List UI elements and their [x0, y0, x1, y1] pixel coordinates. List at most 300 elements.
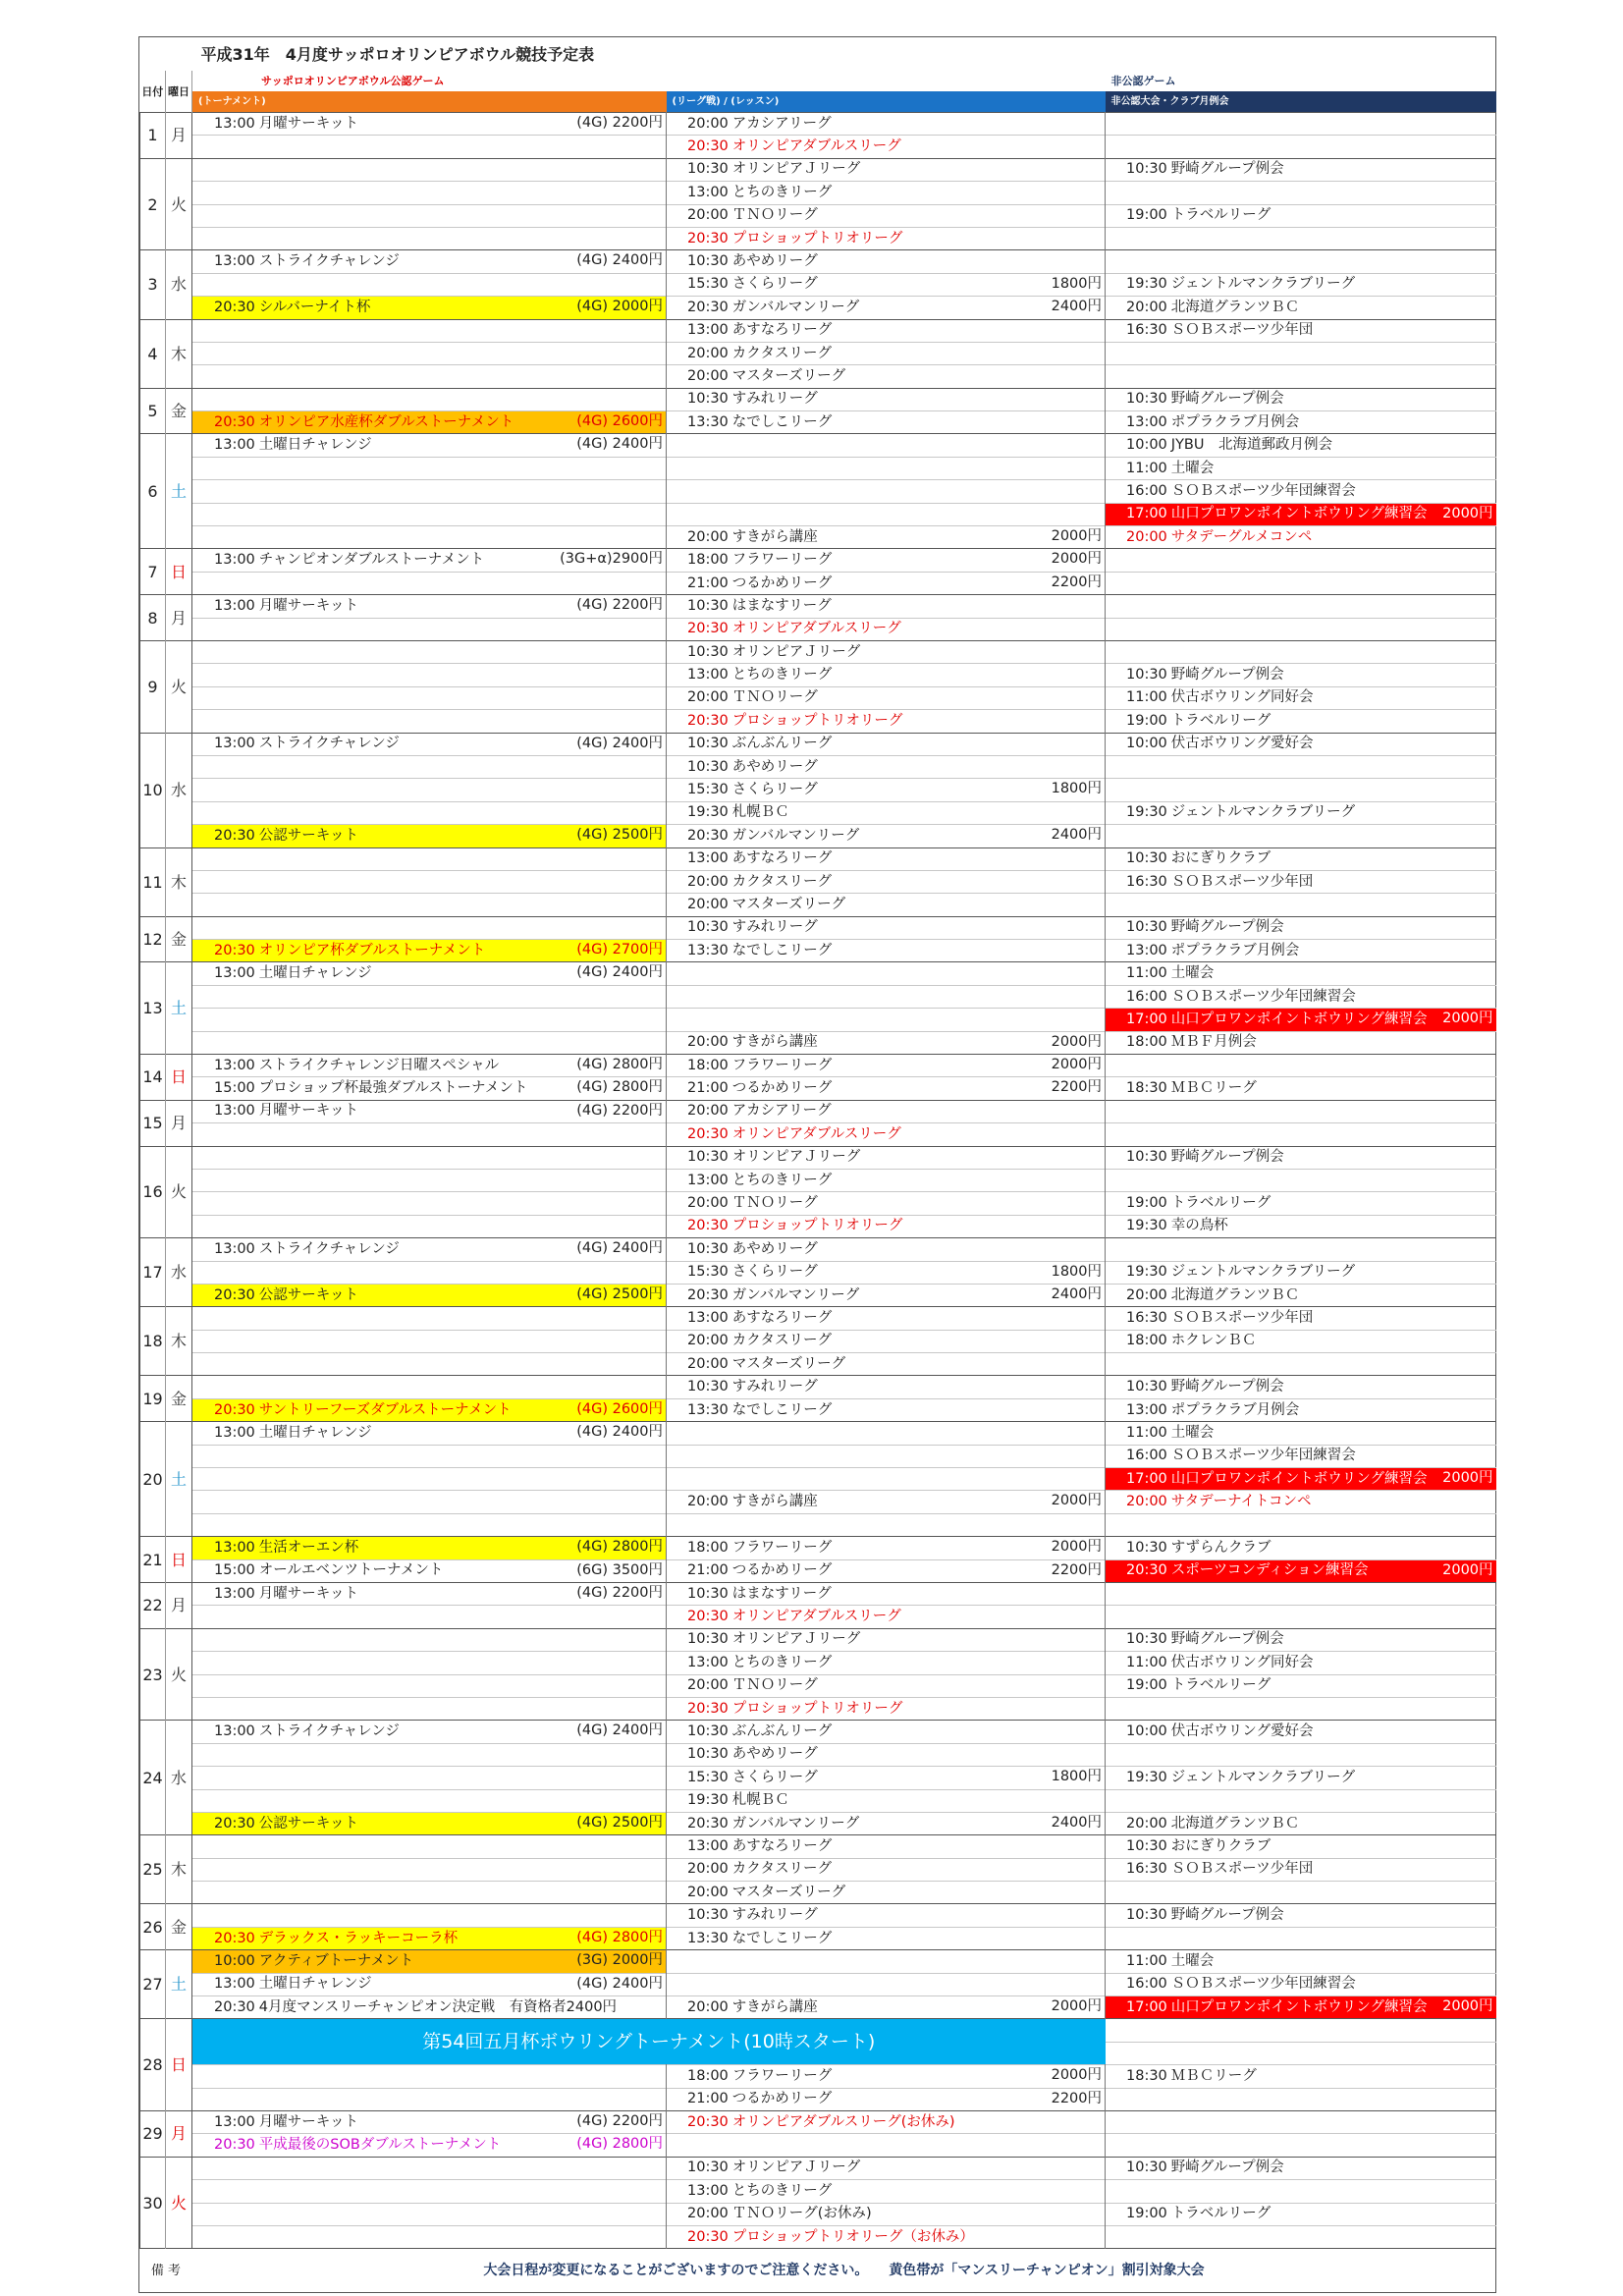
event-name: とちのきリーグ [731, 1172, 833, 1188]
event-name: すきがら講座 [731, 1494, 818, 1510]
event-time: 13:00 [687, 850, 729, 867]
schedule-row [140, 1307, 1496, 1330]
date-cell: 16 [140, 1146, 166, 1238]
event-time: 20:00 [1126, 1286, 1167, 1303]
event-name: 北海道グランツＢＣ [1170, 1815, 1300, 1831]
tournament-cell [192, 916, 667, 939]
tournament-cell [192, 1169, 667, 1191]
league-cell [667, 1284, 1106, 1306]
schedule-row [140, 1812, 1496, 1834]
tournament-banner: 第54回五月杯ボウリングトーナメント(10時スタート) [192, 2019, 1106, 2065]
event-name: ＳＯＢスポーツ少年団練習会 [1170, 988, 1356, 1005]
event-time: 13:30 [687, 942, 729, 958]
event-name: とちのきリーグ [731, 2182, 833, 2199]
event-name: 野崎グループ例会 [1170, 919, 1284, 936]
club-cell [1106, 2019, 1496, 2042]
event-time: 20:00 [687, 345, 729, 361]
event-name: あやめリーグ [731, 758, 818, 775]
date-cell: 24 [140, 1721, 166, 1835]
event-name: はまなすリーグ [731, 597, 832, 614]
event-name: オリンピアダブルスリーグ(お休み) [731, 2113, 955, 2130]
schedule-row [140, 2225, 1496, 2248]
event-time: 21:00 [687, 574, 729, 591]
club-cell [1106, 916, 1496, 939]
event-name: ストライクチャレンジ [258, 1723, 400, 1740]
schedule-row [140, 1996, 1496, 2019]
club-cell [1106, 2134, 1496, 2157]
league-cell [667, 1353, 1106, 1376]
event-time: 19:30 [1126, 804, 1167, 821]
event-name: ＭＢＣリーグ [1170, 2067, 1257, 2084]
club-cell [1106, 1513, 1496, 1536]
schedule-row [140, 480, 1496, 503]
date-cell: 11 [140, 847, 166, 916]
event-name: つるかめリーグ [731, 1080, 833, 1097]
tournament-cell [192, 1789, 667, 1812]
tournament-cell [192, 1996, 667, 2019]
event-time: 16:30 [1126, 873, 1167, 890]
date-cell: 5 [140, 388, 166, 434]
tournament-cell [192, 1721, 667, 1743]
schedule-row [140, 710, 1496, 733]
club-cell [1106, 1606, 1496, 1628]
event-name: おにぎりクラブ [1170, 850, 1271, 867]
tournament-cell [192, 136, 667, 158]
event-name: 月曜サーキット [258, 2113, 359, 2130]
event-time: 11:00 [1126, 1654, 1167, 1670]
event-name: サントリーフーズダブルストーナメント [258, 1401, 512, 1418]
league-cell [667, 1261, 1106, 1284]
header-row-sections [140, 71, 1496, 91]
event-name: プロショップトリオリーグ [731, 1218, 903, 1234]
event-price: 2000円 [1051, 1998, 1102, 2015]
tournament-cell [192, 480, 667, 503]
tournament-cell [192, 1904, 667, 1927]
event-time: 20:30 [214, 942, 255, 958]
event-price: (4G) 2800円 [576, 1057, 663, 1073]
schedule-row [140, 2203, 1496, 2225]
event-time: 13:00 [687, 1310, 729, 1326]
event-name: チャンピオンダブルストーナメント [258, 552, 485, 569]
tournament-cell [192, 457, 667, 479]
club-cell [1106, 1721, 1496, 1743]
event-name: すきがら講座 [731, 1034, 818, 1051]
tournament-cell [192, 1468, 667, 1491]
event-time: 10:30 [687, 597, 729, 614]
club-cell [1106, 1559, 1496, 1582]
tournament-cell [192, 1767, 667, 1789]
event-name: 平成最後のSOBダブルストーナメント [258, 2137, 502, 2154]
league-cell [667, 1009, 1106, 1031]
weekday-cell: 月 [166, 1583, 192, 1629]
event-name: とちのきリーグ [731, 667, 833, 683]
club-cell [1106, 962, 1496, 985]
tournament-cell [192, 1674, 667, 1697]
event-name: あやめリーグ [731, 1746, 818, 1763]
tournament-cell [192, 297, 667, 319]
event-name: オリンピアダブルスリーグ [731, 621, 901, 637]
date-cell: 12 [140, 916, 166, 962]
event-price: 1800円 [1051, 1263, 1102, 1280]
event-name: 伏古ボウリング同好会 [1170, 1654, 1314, 1670]
schedule-row [140, 1398, 1496, 1421]
event-time: 15:30 [687, 276, 729, 293]
weekday-cell: 水 [166, 733, 192, 847]
club-cell [1106, 1330, 1496, 1352]
event-time: 10:30 [1126, 161, 1167, 178]
league-cell [667, 2088, 1106, 2110]
event-time: 16:30 [1126, 1861, 1167, 1878]
event-time: 16:00 [1126, 988, 1167, 1005]
event-name: 土曜会 [1170, 1424, 1215, 1441]
event-name: JYBU 北海道郵政月例会 [1170, 437, 1332, 454]
league-cell [667, 710, 1106, 733]
schedule-row [140, 686, 1496, 709]
club-cell [1106, 526, 1496, 549]
tournament-cell [192, 1491, 667, 1513]
date-cell: 2 [140, 158, 166, 250]
event-time: 13:00 [214, 1103, 255, 1120]
schedule-row [140, 1146, 1496, 1169]
weekday-cell: 金 [166, 916, 192, 962]
event-price: 2000円 [1051, 1539, 1102, 1556]
event-time: 16:30 [1126, 322, 1167, 339]
league-cell [667, 434, 1106, 457]
event-time: 20:00 [687, 1333, 729, 1349]
event-name: ＳＯＢスポーツ少年団 [1170, 322, 1314, 339]
event-name: オリンピア杯ダブルストーナメント [258, 942, 486, 958]
schedule-row [140, 1261, 1496, 1284]
club-cell [1106, 733, 1496, 755]
league-cell [667, 1904, 1106, 1927]
event-name: すみれリーグ [731, 1379, 818, 1395]
event-name: すみれリーグ [731, 391, 818, 408]
remarks-row [140, 2249, 1496, 2293]
league-cell [667, 664, 1106, 686]
league-cell [667, 1652, 1106, 1674]
event-price: 2200円 [1051, 1561, 1102, 1578]
tournament-cell [192, 250, 667, 273]
club-cell [1106, 1697, 1496, 1720]
club-cell [1106, 894, 1496, 916]
club-cell [1106, 1077, 1496, 1100]
club-cell [1106, 480, 1496, 503]
league-cell [667, 640, 1106, 663]
league-cell [667, 273, 1106, 296]
event-name: 野崎グループ例会 [1170, 1149, 1284, 1166]
event-time: 20:30 [687, 1286, 729, 1303]
event-time: 11:00 [1126, 965, 1167, 982]
event-name: 山口プロワンポイントボウリング練習会 [1170, 506, 1428, 522]
event-name: 伏古ボウリング愛好会 [1170, 1723, 1314, 1740]
league-cell [667, 1422, 1106, 1445]
league-cell [667, 1192, 1106, 1215]
schedule-row [140, 1238, 1496, 1261]
schedule-row [140, 1284, 1496, 1306]
schedule-row [140, 916, 1496, 939]
event-name: ガンバルマンリーグ [731, 1286, 860, 1303]
event-time: 20:00 [687, 1861, 729, 1878]
date-cell: 10 [140, 733, 166, 847]
tournament-cell [192, 1123, 667, 1146]
event-price: (4G) 2400円 [576, 735, 663, 751]
schedule-row [140, 1767, 1496, 1789]
event-name: ストライクチャレンジ [258, 253, 400, 270]
league-cell [667, 1238, 1106, 1261]
club-cell [1106, 618, 1496, 640]
tournament-cell [192, 1445, 667, 1467]
event-price: 2000円 [1442, 505, 1493, 521]
event-time: 18:30 [1126, 2067, 1167, 2084]
league-cell [667, 1307, 1106, 1330]
league-cell [667, 916, 1106, 939]
league-cell [667, 1628, 1106, 1651]
weekday-cell: 木 [166, 319, 192, 388]
tournament-cell [192, 595, 667, 618]
event-name: はまなすリーグ [731, 1585, 832, 1602]
weekday-cell: 月 [166, 113, 192, 159]
tournament-cell [192, 779, 667, 801]
event-price: (6G) 3500円 [576, 1561, 663, 1578]
tournament-cell [192, 686, 667, 709]
event-time: 21:00 [687, 2091, 729, 2107]
event-time: 13:00 [214, 1240, 255, 1257]
tournament-cell [192, 1513, 667, 1536]
event-name: オリンピアＪリーグ [731, 2159, 861, 2176]
club-cell [1106, 2157, 1496, 2179]
date-cell: 6 [140, 434, 166, 549]
event-time: 13:00 [214, 437, 255, 454]
club-cell [1106, 1422, 1496, 1445]
weekday-column-header: 曜日 [166, 71, 192, 113]
event-name: すきがら講座 [731, 1998, 818, 2015]
event-name: カクタスリーグ [731, 873, 833, 890]
event-time: 10:30 [1126, 1631, 1167, 1648]
event-name: オリンピア水産杯ダブルストーナメント [258, 413, 514, 430]
schedule-row [140, 1123, 1496, 1146]
weekday-cell: 水 [166, 1238, 192, 1307]
event-name: 月曜サーキット [258, 597, 359, 614]
event-time: 20:00 [1126, 1494, 1167, 1510]
schedule-row [140, 1789, 1496, 1812]
event-time: 19:00 [1126, 2206, 1167, 2222]
schedule-row [140, 388, 1496, 410]
schedule-row [140, 1697, 1496, 1720]
club-cell [1106, 985, 1496, 1008]
event-time: 20:00 [687, 1998, 729, 2015]
event-price: (4G) 2200円 [576, 1102, 663, 1119]
tournament-cell [192, 1583, 667, 1606]
event-time: 13:00 [214, 1424, 255, 1441]
schedule-row [140, 1559, 1496, 1582]
club-cell [1106, 1146, 1496, 1169]
league-cell [667, 1398, 1106, 1421]
league-cell [667, 1927, 1106, 1949]
event-name: プロショップトリオリーグ（お休み） [731, 2228, 974, 2245]
club-cell [1106, 1055, 1496, 1077]
event-name: ぶんぶんリーグ [731, 1723, 833, 1740]
event-time: 20:00 [687, 528, 729, 545]
event-name: 野崎グループ例会 [1170, 2159, 1284, 2176]
schedule-row [140, 411, 1496, 434]
club-cell [1106, 1767, 1496, 1789]
tournament-cell [192, 1628, 667, 1651]
event-name: ぶんぶんリーグ [731, 736, 833, 752]
event-time: 20:00 [1126, 299, 1167, 315]
event-time: 20:00 [687, 1195, 729, 1212]
schedule-row [140, 1858, 1496, 1881]
event-time: 13:00 [214, 552, 255, 569]
club-cell [1106, 2042, 1496, 2064]
event-name: トラベルリーグ [1170, 1677, 1271, 1694]
league-cell [667, 985, 1106, 1008]
event-price: (4G) 2400円 [576, 252, 663, 269]
date-cell: 9 [140, 640, 166, 733]
club-cell [1106, 297, 1496, 319]
event-time: 10:30 [687, 736, 729, 752]
club-cell [1106, 2225, 1496, 2248]
event-time: 13:00 [214, 965, 255, 982]
tournament-cell [192, 1743, 667, 1766]
event-name: ＭＢＣリーグ [1170, 1080, 1257, 1097]
event-time: 13:30 [687, 1930, 729, 1946]
event-time: 20:00 [687, 1494, 729, 1510]
league-cell [667, 686, 1106, 709]
event-time: 10:30 [687, 643, 729, 660]
tournament-cell [192, 1835, 667, 1858]
event-time: 10:30 [687, 1723, 729, 1740]
league-cell [667, 962, 1106, 985]
league-cell [667, 2180, 1106, 2203]
unofficial-section-header: 非公認ゲーム [1110, 75, 1176, 87]
league-cell [667, 801, 1106, 824]
event-time: 13:00 [1126, 942, 1167, 958]
weekday-cell: 水 [166, 250, 192, 319]
event-name: つるかめリーグ [731, 574, 833, 591]
tournament-cell [192, 710, 667, 733]
event-time: 19:30 [1126, 1264, 1167, 1281]
event-time: 19:30 [687, 804, 729, 821]
event-name: 札幌ＢＣ [731, 1792, 789, 1809]
league-section-spacer [667, 71, 1106, 91]
tournament-cell [192, 825, 667, 847]
event-time: 20:30 [214, 1401, 255, 1418]
schedule-row [140, 847, 1496, 870]
page-title: 平成31年 4月度サッポロオリンピアボウル競技予定表 [200, 44, 595, 64]
event-time: 20:30 [214, 413, 255, 430]
event-time: 20:00 [687, 1884, 729, 1900]
event-name: プロショップトリオリーグ [731, 230, 903, 246]
schedule-row [140, 1330, 1496, 1352]
event-name: 山口プロワンポイントボウリング練習会 [1170, 1011, 1428, 1027]
event-name: おにぎりクラブ [1170, 1837, 1271, 1854]
event-time: 13:30 [687, 413, 729, 430]
event-name: ストライクチャレンジ日曜スペシャル [258, 1057, 500, 1073]
league-cell [667, 526, 1106, 549]
weekday-cell: 木 [166, 1835, 192, 1904]
weekday-cell: 土 [166, 434, 192, 549]
event-time: 20:00 [687, 1677, 729, 1694]
league-cell [667, 1721, 1106, 1743]
event-time: 10:30 [687, 1631, 729, 1648]
tournament-cell [192, 1031, 667, 1054]
event-name: 幸の鳥杯 [1170, 1218, 1228, 1234]
event-time: 15:30 [687, 1264, 729, 1281]
club-cell [1106, 1261, 1496, 1284]
league-cell [667, 733, 1106, 755]
tournament-cell [192, 2225, 667, 2248]
club-cell [1106, 549, 1496, 572]
event-time: 19:00 [1126, 712, 1167, 729]
tournament-cell [192, 1146, 667, 1169]
tournament-cell [192, 618, 667, 640]
league-cell [667, 388, 1106, 410]
tournament-cell [192, 962, 667, 985]
schedule-row [140, 1835, 1496, 1858]
tournament-cell [192, 1652, 667, 1674]
event-time: 19:00 [1126, 207, 1167, 224]
event-time: 10:00 [1126, 437, 1167, 454]
event-name: さくらリーグ [731, 1769, 818, 1785]
event-time: 20:30 [214, 299, 255, 315]
league-cell [667, 113, 1106, 136]
schedule-row [140, 1927, 1496, 1949]
event-time: 18:00 [687, 1539, 729, 1556]
event-price: (4G) 2400円 [576, 436, 663, 453]
schedule-row [140, 1652, 1496, 1674]
schedule-row [140, 825, 1496, 847]
schedule-row [140, 779, 1496, 801]
event-time: 15:00 [214, 1562, 255, 1579]
event-name: ガンバルマンリーグ [731, 827, 860, 844]
tournament-cell [192, 1927, 667, 1949]
tournament-cell [192, 1376, 667, 1398]
event-price: 2000円 [1051, 1033, 1102, 1050]
event-time: 13:30 [687, 1401, 729, 1418]
league-cell [667, 1583, 1106, 1606]
event-price: 2200円 [1051, 574, 1102, 590]
club-cell [1106, 434, 1496, 457]
league-cell [667, 136, 1106, 158]
club-cell [1106, 1789, 1496, 1812]
schedule-row [140, 434, 1496, 457]
event-name: フラワーリーグ [731, 1539, 833, 1556]
event-name: トラベルリーグ [1170, 2206, 1271, 2222]
league-cell [667, 158, 1106, 181]
event-time: 13:00 [214, 1976, 255, 1993]
event-price: (4G) 2800円 [576, 1539, 663, 1556]
schedule-table [139, 37, 1496, 2292]
event-name: あやめリーグ [731, 1240, 818, 1257]
league-cell [667, 2203, 1106, 2225]
event-time: 13:00 [1126, 1401, 1167, 1418]
club-cell [1106, 1169, 1496, 1191]
event-name: つるかめリーグ [731, 2091, 833, 2107]
event-name: ポプラクラブ月例会 [1170, 413, 1300, 430]
tournament-band: (トーナメント) [192, 91, 667, 113]
tournament-cell [192, 204, 667, 227]
tournament-cell [192, 1606, 667, 1628]
schedule-row [140, 136, 1496, 158]
weekday-cell: 火 [166, 158, 192, 250]
club-cell [1106, 388, 1496, 410]
date-cell: 26 [140, 1904, 166, 1950]
tournament-cell [192, 1009, 667, 1031]
event-price: 2000円 [1051, 1057, 1102, 1073]
event-time: 13:00 [687, 2182, 729, 2199]
event-name: オリンピアＪリーグ [731, 643, 861, 660]
weekday-cell: 日 [166, 549, 192, 595]
